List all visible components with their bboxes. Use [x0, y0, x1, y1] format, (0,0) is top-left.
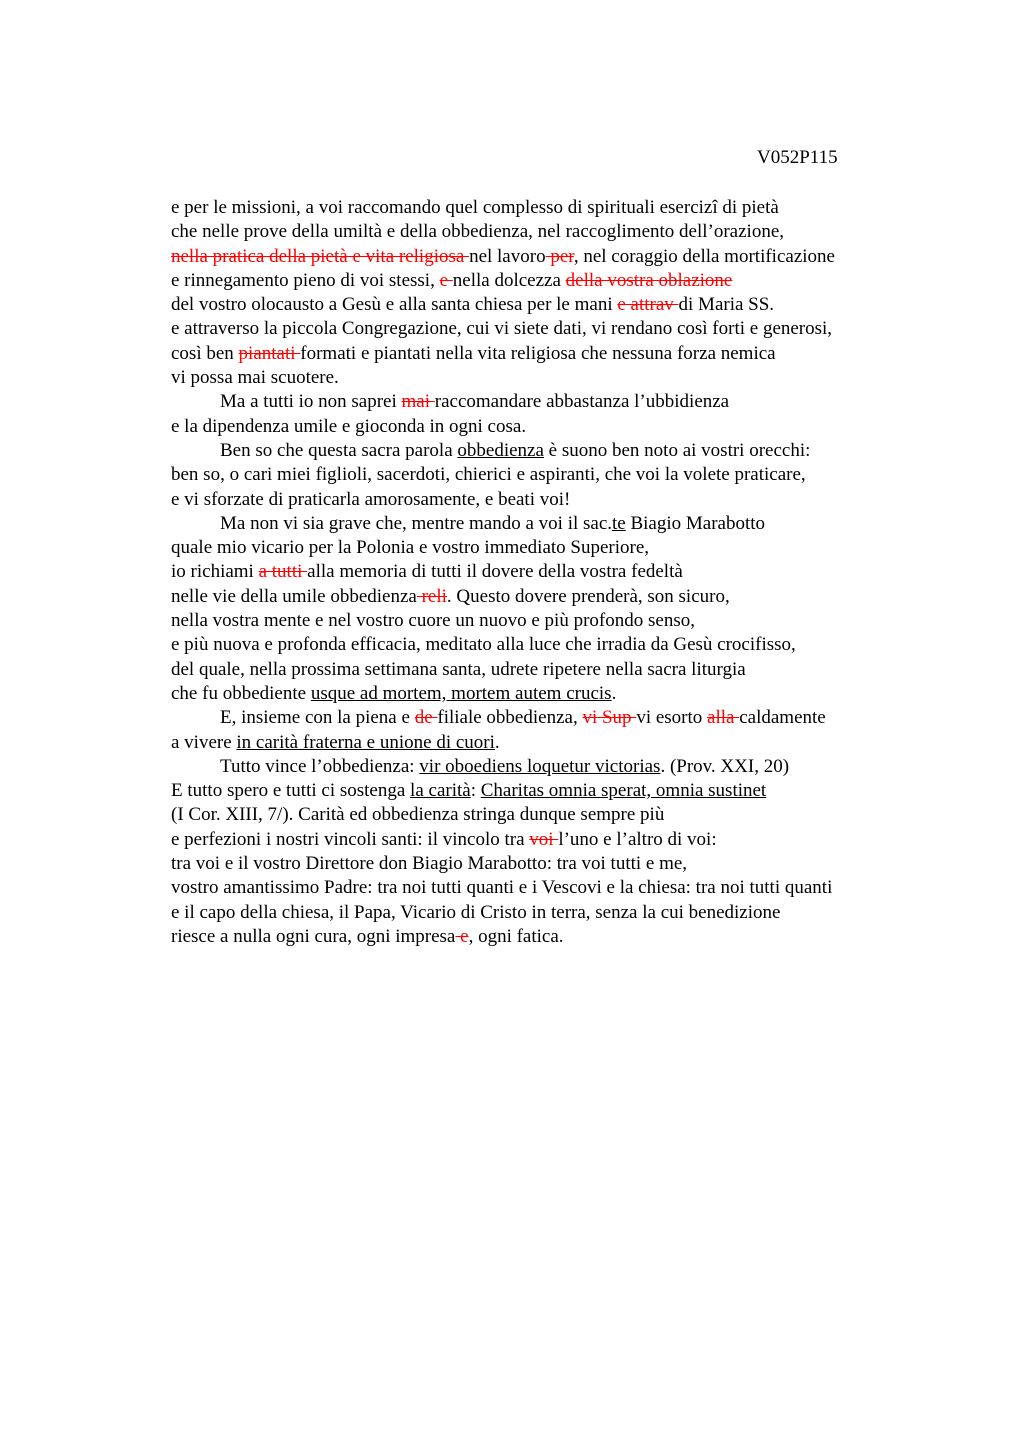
text-run: così ben	[171, 342, 239, 364]
text-run: io richiami	[171, 561, 259, 583]
deleted-text: de	[414, 707, 438, 729]
text-run: e la dipendenza umile e gioconda in ogni cosa.	[171, 415, 527, 437]
text-line	[171, 925, 951, 949]
text-line	[171, 633, 951, 657]
text-line	[171, 415, 951, 439]
deleted-text: reli	[416, 585, 447, 607]
text-run: a vivere	[171, 731, 237, 753]
text-run: :	[470, 780, 481, 802]
deleted-text: per	[545, 245, 574, 267]
text-run: quale mio vicario per la Polonia e vostro immediato Superiore,	[171, 537, 650, 559]
manuscript-body	[171, 196, 951, 949]
text-run: e attraverso la piccola Congregazione, cui vi siete dati, vi rendano così forti e generosi,	[171, 318, 833, 340]
text-run: . (Prov. XXI, 20)	[660, 755, 790, 777]
text-run: e vi sforzate di praticarla amorosamente, e beati voi!	[171, 488, 571, 510]
text-run: .	[494, 731, 500, 753]
text-line	[171, 828, 951, 852]
underlined-text: obbedienza	[457, 439, 544, 461]
text-run: del quale, nella prossima settimana santa, udrete ripetere nella sacra liturgia	[171, 658, 746, 680]
text-line	[171, 731, 951, 755]
text-run: alla memoria di tutti il dovere della vostra fedeltà	[307, 561, 683, 583]
text-line	[171, 220, 951, 244]
text-line	[171, 585, 951, 609]
text-line	[171, 852, 951, 876]
text-run: Ma a tutti io non saprei	[220, 391, 402, 413]
page-id: V052P115	[757, 147, 838, 168]
text-run: formati e piantati nella vita religiosa che nessuna forza nemica	[300, 342, 776, 364]
text-line	[171, 876, 951, 900]
underlined-text: la carità	[410, 780, 471, 802]
text-run: e più nuova e profonda efficacia, meditato alla luce che irradia da Gesù crocifisso,	[171, 634, 796, 656]
text-run: è suono ben noto ai vostri orecchi:	[543, 439, 811, 461]
text-line	[171, 682, 951, 706]
text-line	[171, 342, 951, 366]
text-line	[171, 536, 951, 560]
deleted-text: e	[439, 269, 453, 291]
text-run: , ogni fatica.	[468, 925, 564, 947]
text-run: Ben so che questa sacra parola	[220, 439, 458, 461]
text-run: e il capo della chiesa, il Papa, Vicario di Cristo in terra, senza la cui benedizione	[171, 901, 781, 923]
text-line	[171, 779, 951, 803]
text-run: (I Cor. XIII, 7/). Carità ed obbedienza stringa dunque sempre più	[171, 804, 665, 826]
text-run: ben so, o cari miei figlioli, sacerdoti, chierici e aspiranti, che voi la volete praticare,	[171, 464, 806, 486]
underlined-text: Charitas omnia sperat, omnia sustinet	[480, 780, 767, 802]
text-line	[171, 755, 951, 779]
text-line	[171, 512, 951, 536]
text-run: vostro amantissimo Padre: tra noi tutti quanti e i Vescovi e la chiesa: tra noi tutti quanti	[171, 877, 833, 899]
text-line	[171, 463, 951, 487]
text-run: e perfezioni i nostri vincoli santi: il vincolo tra	[171, 828, 530, 850]
text-line	[171, 196, 951, 220]
text-run: vi esorto	[636, 707, 708, 729]
text-line	[171, 560, 951, 584]
deleted-text: vi Sup	[582, 707, 637, 729]
underlined-text: in carità fraterna e unione di cuori	[236, 731, 495, 753]
text-run: nel lavoro	[469, 245, 546, 267]
deleted-text: voi	[529, 828, 559, 850]
text-run: filiale obbedienza,	[437, 707, 583, 729]
deleted-text: piantati	[238, 342, 301, 364]
deleted-text: e attrav	[617, 294, 679, 316]
text-run: nelle vie della umile obbedienza	[171, 585, 417, 607]
text-run: Biagio Marabotto	[625, 512, 766, 534]
text-run: del vostro olocausto a Gesù e alla santa chiesa per le mani	[171, 294, 618, 316]
text-run: e per le missioni, a voi raccomando quel complesso di spirituali esercizi	[171, 197, 718, 218]
deleted-text: della vostra oblazione	[565, 269, 733, 291]
text-run: raccomandare abbastanza l’ubbidienza	[434, 391, 730, 413]
text-run: e rinnegamento pieno di voi stessi,	[171, 269, 440, 291]
deleted-text: a tutti	[258, 561, 308, 583]
underlined-text: usque ad mortem, mortem autem crucis	[310, 682, 612, 704]
text-line	[171, 803, 951, 827]
underlined-text: te	[612, 512, 626, 534]
text-run: Ma non vi sia grave che, mentre mando a voi il sac.	[220, 512, 613, 534]
deleted-text: mai	[401, 391, 435, 413]
text-run: riesce a nulla ogni cura, ogni impresa	[171, 925, 456, 947]
text-run: nella dolcezza	[452, 269, 566, 291]
text-line	[171, 269, 951, 293]
text-line	[171, 317, 951, 341]
text-line	[171, 293, 951, 317]
deleted-text: nella pratica della pietà e vita religiosa	[171, 245, 470, 267]
text-line	[171, 366, 951, 390]
text-run: E, insieme con la piena e	[220, 707, 415, 729]
text-run: che nelle prove della umiltà e della obbedienza, nel raccoglimento dell’orazione,	[171, 221, 785, 243]
text-line	[171, 439, 951, 463]
text-run: .	[611, 682, 617, 704]
text-run: che fu obbediente	[171, 682, 311, 704]
text-line	[171, 901, 951, 925]
text-run: . Questo dovere prenderà, son sicuro,	[446, 585, 730, 607]
text-run: di pietà	[717, 197, 779, 218]
text-run: nella vostra mente e nel vostro cuore un nuovo e più profondo senso,	[171, 610, 695, 632]
text-run: , nel coraggio della mortificazione	[573, 245, 835, 267]
text-run: vi possa mai scuotere.	[171, 367, 339, 389]
text-line	[171, 488, 951, 512]
text-line	[171, 706, 951, 730]
deleted-text: e	[455, 925, 469, 947]
text-line	[171, 609, 951, 633]
text-run: di Maria SS.	[678, 294, 775, 316]
text-line	[171, 658, 951, 682]
text-run: l’uno e l’altro di voi:	[558, 828, 717, 850]
underlined-text: vir oboediens loquetur victorias	[419, 755, 661, 777]
deleted-text: alla	[707, 707, 740, 729]
text-run: caldamente	[739, 707, 826, 729]
text-line	[171, 245, 951, 269]
text-run: E tutto spero e tutti ci sostenga	[171, 780, 411, 802]
text-line	[171, 390, 951, 414]
text-run: tra voi e il vostro Direttore don Biagio Marabotto: tra voi tutti e me,	[171, 853, 688, 875]
text-run: Tutto vince l’obbedienza:	[220, 755, 420, 777]
